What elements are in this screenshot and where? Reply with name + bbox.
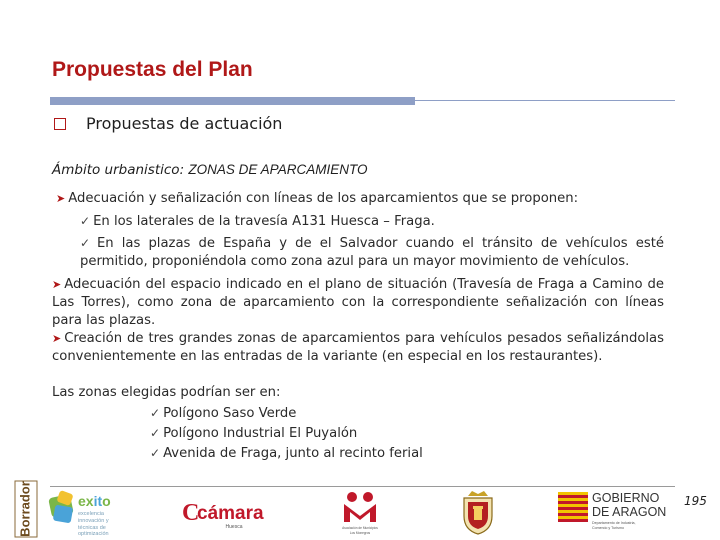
borrador-stamp <box>14 480 38 538</box>
gobierno-line1: GOBIERNO <box>592 491 660 505</box>
svg-text:optimización: optimización <box>78 531 109 536</box>
gobierno-aragon-logo <box>556 488 676 536</box>
camara-sub: Huesca <box>225 524 243 530</box>
check-bullet-icon: ✓ <box>150 406 161 420</box>
page-title: Propuestas del Plan <box>52 58 253 81</box>
coat-of-arms-icon <box>458 488 498 536</box>
intro-item <box>56 190 578 208</box>
proposal-paragraph <box>52 276 664 331</box>
title-rule-line <box>415 100 675 101</box>
exito-mark-icon <box>48 490 74 523</box>
page-number: 195 <box>684 494 707 508</box>
sub-item <box>80 212 435 231</box>
proposal-paragraph <box>52 330 664 366</box>
svg-text:técnicas de: técnicas de <box>78 525 106 531</box>
title-rule-bar <box>50 97 415 105</box>
zone-item <box>150 424 357 443</box>
arrow-bullet-icon: ➤ <box>52 278 62 291</box>
section-subtitle: Propuestas de actuación <box>86 114 283 133</box>
svg-text:Departamento de Industria,: Departamento de Industria, <box>592 521 636 525</box>
zone-text: Avenida de Fraga, junto al recinto ferial <box>163 446 423 461</box>
svg-text:Borrador: Borrador <box>17 481 33 537</box>
camara-logo <box>180 494 280 530</box>
svg-text:Comercio y Turismo: Comercio y Turismo <box>592 526 624 530</box>
zone-text: Polígono Saso Verde <box>163 406 297 421</box>
aragon-flag-icon <box>558 492 588 522</box>
paragraph-text: Adecuación del espacio indicado en el plano de situación (Travesía de Fraga a Camino de Las Torres), como zona de aparcamiento con la correspondiente señalización con líneas para las plazas. <box>52 277 664 329</box>
scope-label: Ámbito urbanistico: <box>52 162 185 178</box>
sub-item-text: En las plazas de España y de el Salvador cuando el tránsito de vehículos esté permitido, proponiéndola como zona azul para un mayor movimiento de vehículos. <box>80 236 664 270</box>
zone-item <box>150 404 296 423</box>
check-bullet-icon: ✓ <box>150 446 161 460</box>
sub-item <box>80 234 664 271</box>
svg-text:exito: exito <box>78 493 111 509</box>
svg-text:Los Monegros: Los Monegros <box>349 531 371 535</box>
sub-item-text: En los laterales de la travesía A131 Huesca – Fraga. <box>93 214 435 229</box>
zone-text: Polígono Industrial El Puyalón <box>163 426 358 441</box>
footer-rule <box>50 486 675 487</box>
svg-text:innovación y: innovación y <box>78 518 109 524</box>
svg-text:excelencia: excelencia <box>78 511 104 517</box>
check-bullet-icon: ✓ <box>80 214 91 228</box>
square-bullet-icon <box>54 118 66 130</box>
svg-text:Asociación de Municipios: Asociación de Municipios <box>342 526 378 530</box>
arrow-bullet-icon: ➤ <box>56 192 66 205</box>
check-bullet-icon: ✓ <box>150 426 161 440</box>
exito-logo <box>48 488 130 536</box>
intro-text: Adecuación y señalización con líneas de los aparcamientos que se proponen: <box>68 191 579 206</box>
scope-value: ZONAS DE APARCAMIENTO <box>188 162 368 177</box>
paragraph-text: Creación de tres grandes zonas de aparcamientos para vehículos pesados señalizándolas convenientemente en las entradas de la variante (en especial en los restaurantes). <box>52 331 664 365</box>
municipios-logo <box>338 490 382 536</box>
scope-line <box>52 162 367 178</box>
check-bullet-icon: ✓ <box>80 236 94 250</box>
svg-text:C: C <box>182 500 200 526</box>
zone-item <box>150 444 423 463</box>
camara-name: cámara <box>197 503 264 524</box>
arrow-bullet-icon: ➤ <box>52 332 62 345</box>
zones-label: Las zonas elegidas podrían ser en: <box>52 385 281 400</box>
gobierno-line2: DE ARAGON <box>592 505 667 519</box>
